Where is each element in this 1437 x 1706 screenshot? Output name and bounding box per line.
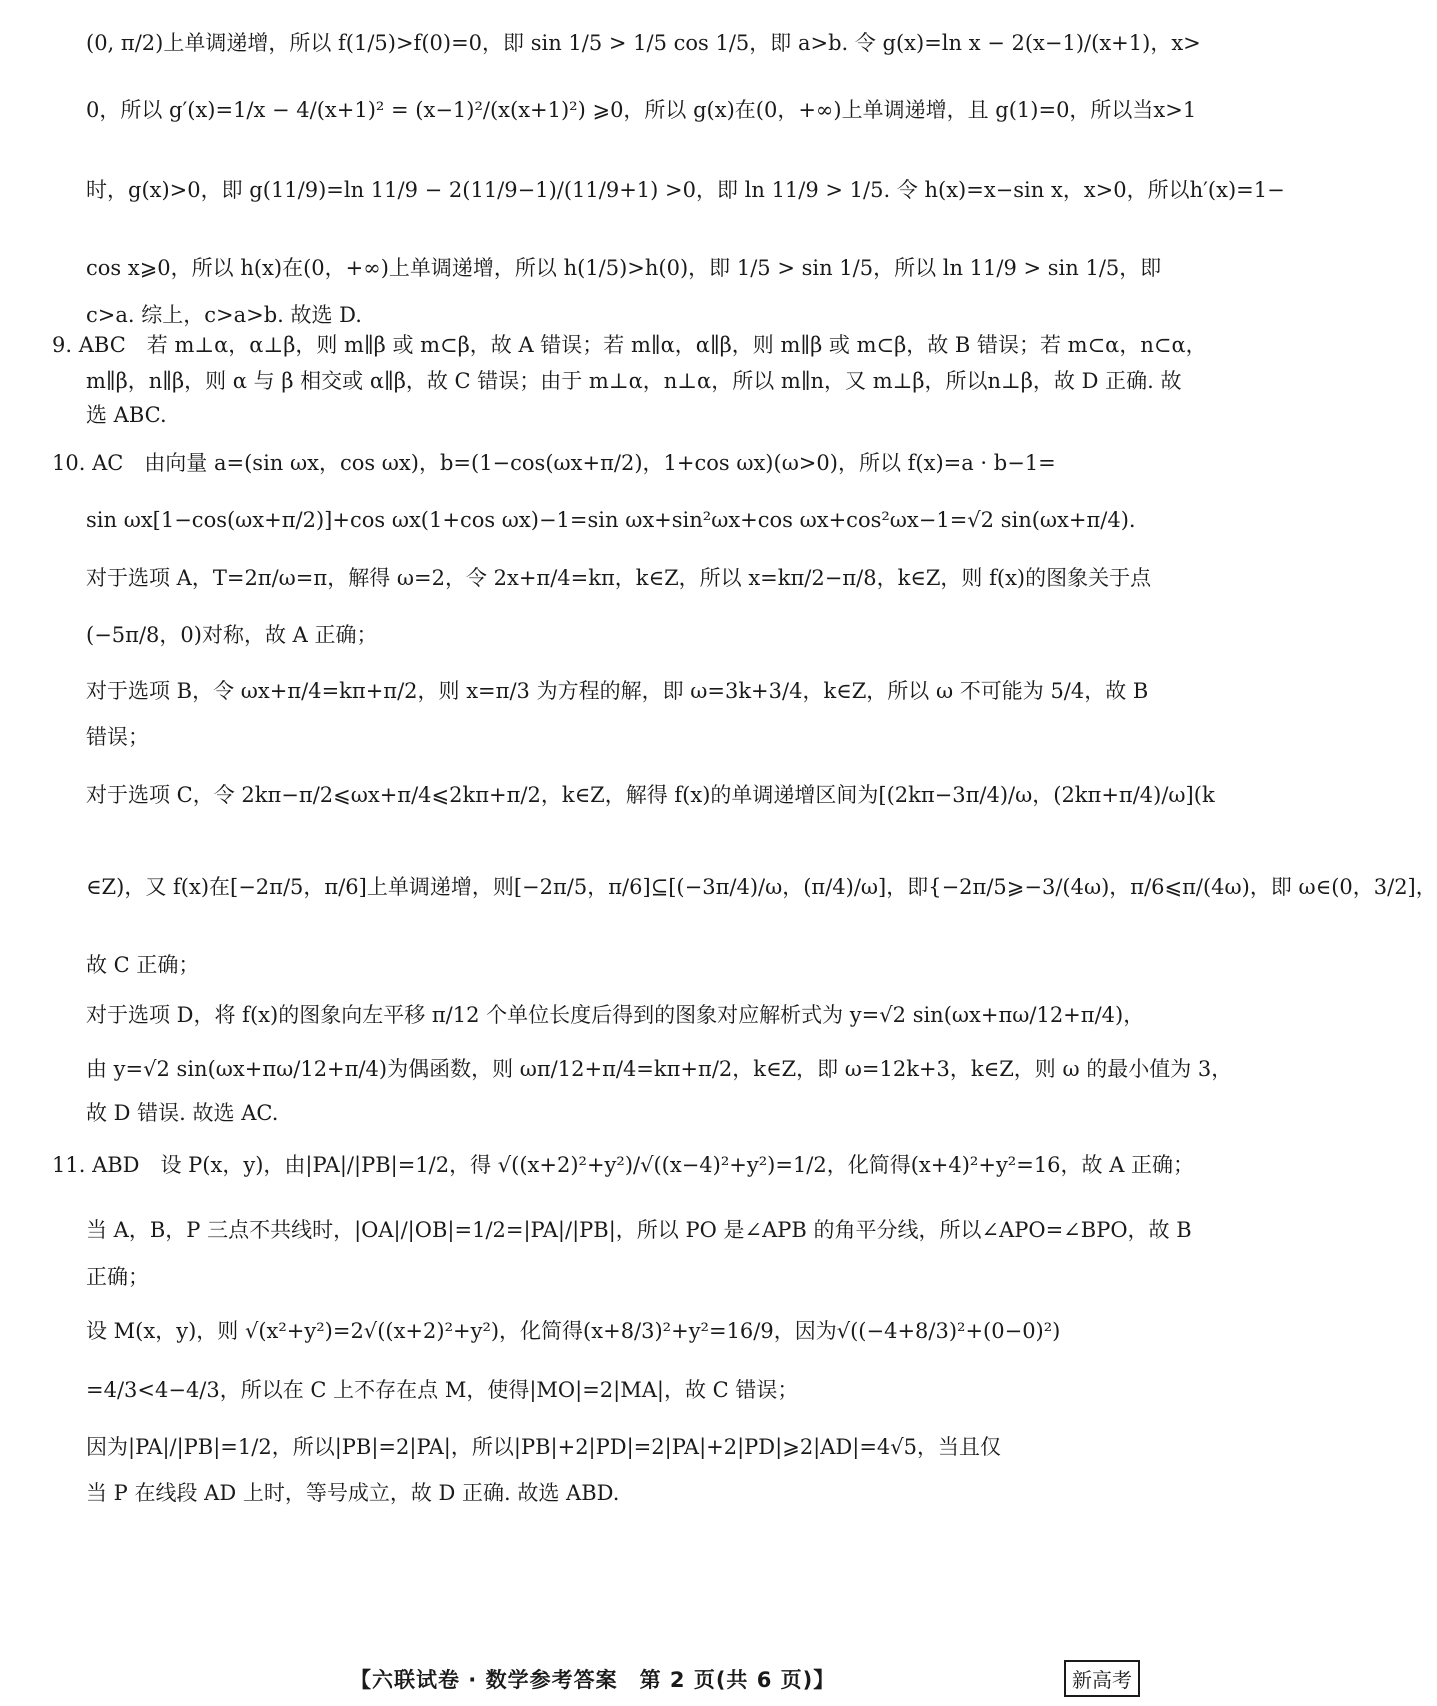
text-line: 错误； (86, 725, 149, 749)
text-line: 因为|PA|/|PB|=1/2，所以|PB|=2|PA|，所以|PB|+2|PD|=2|PA|+2|PD|⩾2|AD|=4√5，当且仅 (86, 1435, 1002, 1459)
exam-type-badge: 新高考 (1064, 1660, 1140, 1697)
text-line: =4/3<4−4/3，所以在 C 上不存在点 M，使得|MO|=2|MA|，故 C 错误； (86, 1378, 799, 1402)
text-line: 9. ABC 若 m⊥α，α⊥β，则 m∥β 或 m⊂β，故 A 错误；若 m∥α，α∥β，则 m∥β 或 m⊂β，故 B 错误；若 m⊂α，n⊂α， (52, 333, 1207, 357)
text-line: 当 A，B，P 三点不共线时，|OA|/|OB|=1/2=|PA|/|PB|，所以 PO 是∠APB 的角平分线，所以∠APO=∠BPO，故 B (86, 1218, 1192, 1242)
text-line: 故 C 正确； (86, 953, 200, 977)
text-line: 10. AC 由向量 a=(sin ωx，cos ωx)，b=(1−cos(ωx+π/2)，1+cos ωx)(ω>0)，所以 f(x)=a · b−1= (52, 451, 1056, 475)
text-line: 设 M(x，y)，则 √(x²+y²)=2√((x+2)²+y²)，化简得(x+8/3)²+y²=16/9，因为√((−4+8/3)²+(0−0)²) (86, 1319, 1061, 1343)
text-line: 由 y=√2 sin(ωx+πω/12+π/4)为偶函数，则 ωπ/12+π/4=kπ+π/2，k∈Z，即 ω=12k+3，k∈Z，则 ω 的最小值为 3， (86, 1057, 1233, 1081)
text-line: sin ωx[1−cos(ωx+π/2)]+cos ωx(1+cos ωx)−1=sin ωx+sin²ωx+cos ωx+cos²ωx−1=√2 sin(ωx+π/4). (86, 508, 1136, 532)
text-line: 对于选项 B，令 ωx+π/4=kπ+π/2，则 x=π/3 为方程的解，即 ω=3k+3/4，k∈Z，所以 ω 不可能为 5/4，故 B (86, 679, 1149, 703)
text-line: 对于选项 A，T=2π/ω=π，解得 ω=2，令 2x+π/4=kπ，k∈Z，所以 x=kπ/2−π/8，k∈Z，则 f(x)的图象关于点 (86, 566, 1152, 590)
text-line: 对于选项 D，将 f(x)的图象向左平移 π/12 个单位长度后得到的图象对应解析式为 y=√2 sin(ωx+πω/12+π/4)， (86, 1003, 1145, 1027)
text-line: cos x⩾0，所以 h(x)在(0，+∞)上单调递增，所以 h(1/5)>h(0)，即 1/5 > sin 1/5，所以 ln 11/9 > sin 1/5，即 (86, 256, 1162, 280)
page-footer (0, 1660, 1200, 1696)
text-line: m∥β，n∥β，则 α 与 β 相交或 α∥β，故 C 错误；由于 m⊥α，n⊥α，所以 m∥n，又 m⊥β，所以n⊥β，故 D 正确. 故 (86, 369, 1182, 393)
text-line: 时，g(x)>0，即 g(11/9)=ln 11/9 − 2(11/9−1)/(11/9+1) >0，即 ln 11/9 > 1/5. 令 h(x)=x−sin x，x>0，所以h′(x)=1− (86, 178, 1285, 202)
text-line: c>a. 综上，c>a>b. 故选 D. (86, 303, 362, 327)
text-line: 0，所以 g′(x)=1/x − 4/(x+1)² = (x−1)²/(x(x+1)²) ⩾0，所以 g(x)在(0，+∞)上单调递增，且 g(1)=0，所以当x>1 (86, 98, 1197, 122)
text-line: 选 ABC. (86, 403, 167, 427)
text-line: 故 D 错误. 故选 AC. (86, 1101, 279, 1125)
text-line: (0, π/2)上单调递增，所以 f(1/5)>f(0)=0，即 sin 1/5 > 1/5 cos 1/5，即 a>b. 令 g(x)=ln x − 2(x−1)/(x+1)，x> (86, 31, 1201, 55)
footer-page-info: 【六联试卷 · 数学参考答案 第 2 页(共 6 页)】 (350, 1668, 836, 1692)
text-line: 正确； (86, 1265, 149, 1289)
text-line: ∈Z)，又 f(x)在[−2π/5，π/6]上单调递增，则[−2π/5，π/6]⊆[(−3π/4)/ω，(π/4)/ω]，即{−2π/5⩾−3/(4ω)，π/6⩽π/(4ω)，即 ω∈(0，3/2]， (86, 875, 1437, 899)
text-line: 当 P 在线段 AD 上时，等号成立，故 D 正确. 故选 ABD. (86, 1481, 620, 1505)
text-line: 11. ABD 设 P(x，y)，由|PA|/|PB|=1/2，得 √((x+2)²+y²)/√((x−4)²+y²)=1/2，化简得(x+4)²+y²=16，故 A 正确； (52, 1153, 1195, 1177)
text-line: (−5π/8，0)对称，故 A 正确； (86, 623, 378, 647)
text-line: 对于选项 C，令 2kπ−π/2⩽ωx+π/4⩽2kπ+π/2，k∈Z，解得 f(x)的单调递增区间为[(2kπ−3π/4)/ω，(2kπ+π/4)/ω](k (86, 783, 1215, 807)
